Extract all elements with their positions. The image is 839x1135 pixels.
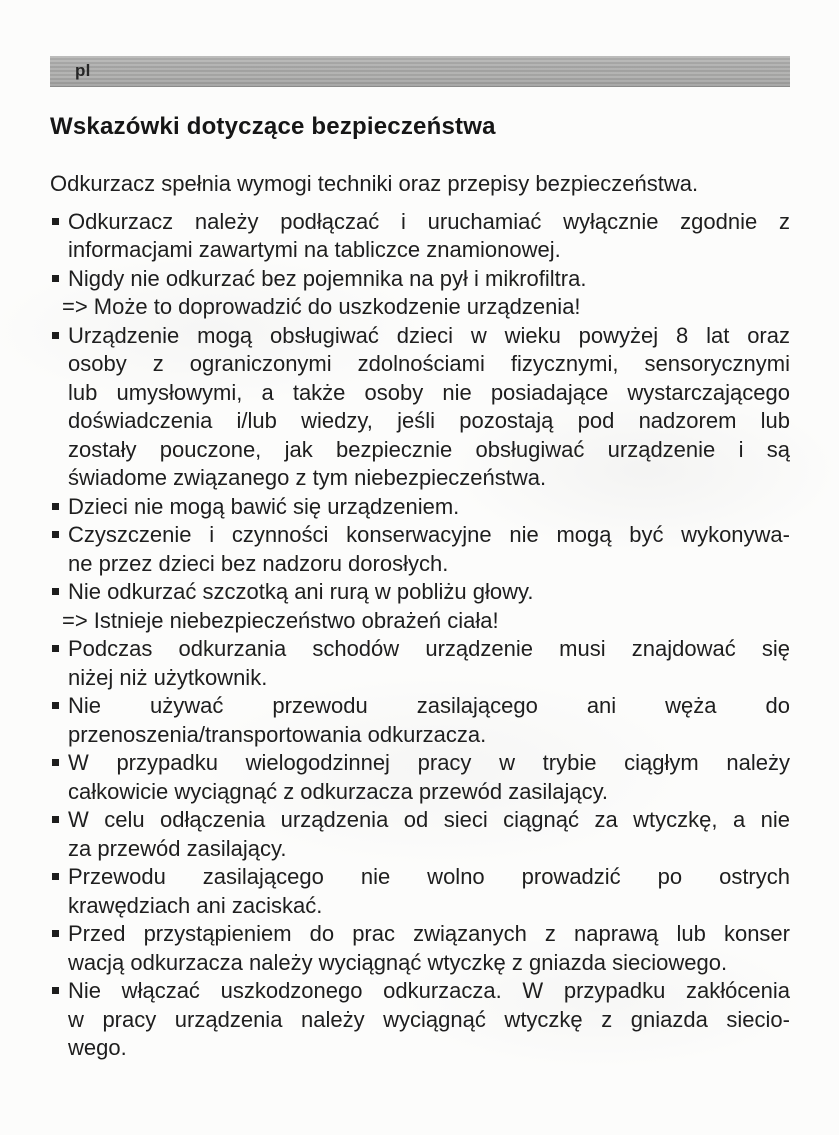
safety-list-item bbox=[50, 920, 790, 977]
safety-list-item bbox=[50, 208, 790, 265]
square-bullet-icon bbox=[52, 531, 59, 538]
square-bullet-icon bbox=[52, 987, 59, 994]
square-bullet-icon bbox=[52, 218, 59, 225]
text-line: wacją odkurzacza należy wyciągnąć wtyczkę z gniazda sieciowego. bbox=[68, 949, 728, 975]
text-line: doświadczenia i/lub wiedzy, jeśli pozostają pod nadzorem lub bbox=[68, 408, 790, 433]
square-bullet-icon bbox=[52, 332, 59, 339]
language-header-bar bbox=[50, 56, 790, 87]
text-line: zostały pouczone, jak bezpiecznie obsługiwać urządzenie i są bbox=[68, 436, 790, 462]
text-line: Czyszczenie i czynności konserwacyjne nie mogą być wykonywa- bbox=[68, 522, 790, 547]
text-line: niżej niż użytkownik. bbox=[68, 664, 268, 690]
safety-list-item bbox=[50, 806, 790, 863]
text-line: W celu odłączenia urządzenia od sieci ciągnąć za wtyczkę, a nie bbox=[68, 807, 790, 832]
safety-list-item bbox=[50, 692, 790, 749]
text-line: przenoszenia/transportowania odkurzacza. bbox=[68, 721, 487, 747]
square-bullet-icon bbox=[52, 930, 59, 937]
consequence-note bbox=[50, 293, 790, 322]
text-line: lub umysłowymi, a także osoby nie posiadające wystarczającego bbox=[68, 379, 790, 405]
text-line: wego. bbox=[68, 1035, 127, 1060]
text-line: świadome związanego z tym niebezpieczeństwa. bbox=[68, 465, 547, 490]
text-line: Przewodu zasilającego nie wolno prowadzić po ostrych bbox=[68, 864, 790, 889]
square-bullet-icon bbox=[52, 645, 59, 652]
intro-paragraph: Odkurzacz spełnia wymogi techniki oraz przepisy bezpieczeństwa. bbox=[50, 171, 699, 196]
square-bullet-icon bbox=[52, 702, 59, 709]
text-line: Nie używać przewodu zasilającego ani węża do bbox=[68, 693, 790, 718]
safety-list-item bbox=[50, 578, 790, 607]
square-bullet-icon bbox=[52, 275, 59, 282]
safety-list-item bbox=[50, 322, 790, 493]
text-line: osoby z ograniczonymi zdolnościami fizycznymi, sensorycznymi bbox=[68, 351, 790, 376]
safety-list-item bbox=[50, 863, 790, 920]
text-line: całkowicie wyciągnąć z odkurzacza przewód zasilający. bbox=[68, 778, 609, 804]
square-bullet-icon bbox=[52, 873, 59, 880]
square-bullet-icon bbox=[52, 503, 59, 510]
text-line: Dzieci nie mogą bawić się urządzeniem. bbox=[68, 493, 460, 519]
text-line: => Może to doprowadzić do uszkodzenie urządzenia! bbox=[62, 294, 581, 319]
text-line: informacjami zawartymi na tabliczce znamionowej. bbox=[68, 237, 561, 262]
text-line: za przewód zasilający. bbox=[68, 835, 287, 861]
text-line: => Istnieje niebezpieczeństwo obrażeń ciała! bbox=[62, 607, 499, 633]
text-line: Odkurzacz należy podłączać i uruchamiać wyłącznie zgodnie z bbox=[68, 208, 790, 234]
safety-list-item bbox=[50, 977, 790, 1063]
safety-list-item bbox=[50, 749, 790, 806]
consequence-note bbox=[50, 607, 790, 636]
text-line: krawędziach ani zaciskać. bbox=[68, 892, 323, 918]
language-code-label: pl bbox=[75, 61, 91, 80]
text-line: Nie odkurzać szczotką ani rurą w pobliżu głowy. bbox=[68, 579, 534, 604]
text-line: ne przez dzieci bez nadzoru dorosłych. bbox=[68, 550, 449, 576]
text-line: W przypadku wielogodzinnej pracy w trybie ciągłym należy bbox=[68, 750, 790, 775]
text-line: w pracy urządzenia należy wyciągnąć wtyczkę z gniazda siecio- bbox=[68, 1006, 790, 1032]
safety-list-item bbox=[50, 521, 790, 578]
safety-list-item bbox=[50, 493, 790, 522]
text-line: Nie włączać uszkodzonego odkurzacza. W przypadku zakłócenia bbox=[68, 978, 790, 1003]
square-bullet-icon bbox=[52, 816, 59, 823]
safety-instructions-list bbox=[50, 208, 790, 1063]
square-bullet-icon bbox=[52, 759, 59, 766]
safety-list-item bbox=[50, 265, 790, 294]
page-title: Wskazówki dotyczące bezpieczeństwa bbox=[50, 113, 496, 140]
text-line: Nigdy nie odkurzać bez pojemnika na pył i mikrofiltra. bbox=[68, 265, 587, 291]
safety-list-item bbox=[50, 635, 790, 692]
text-line: Podczas odkurzania schodów urządzenie musi znajdować się bbox=[68, 636, 790, 661]
square-bullet-icon bbox=[52, 588, 59, 595]
text-line: Urządzenie mogą obsługiwać dzieci w wieku powyżej 8 lat oraz bbox=[68, 322, 790, 348]
text-line: Przed przystąpieniem do prac związanych z naprawą lub konser bbox=[68, 921, 790, 946]
